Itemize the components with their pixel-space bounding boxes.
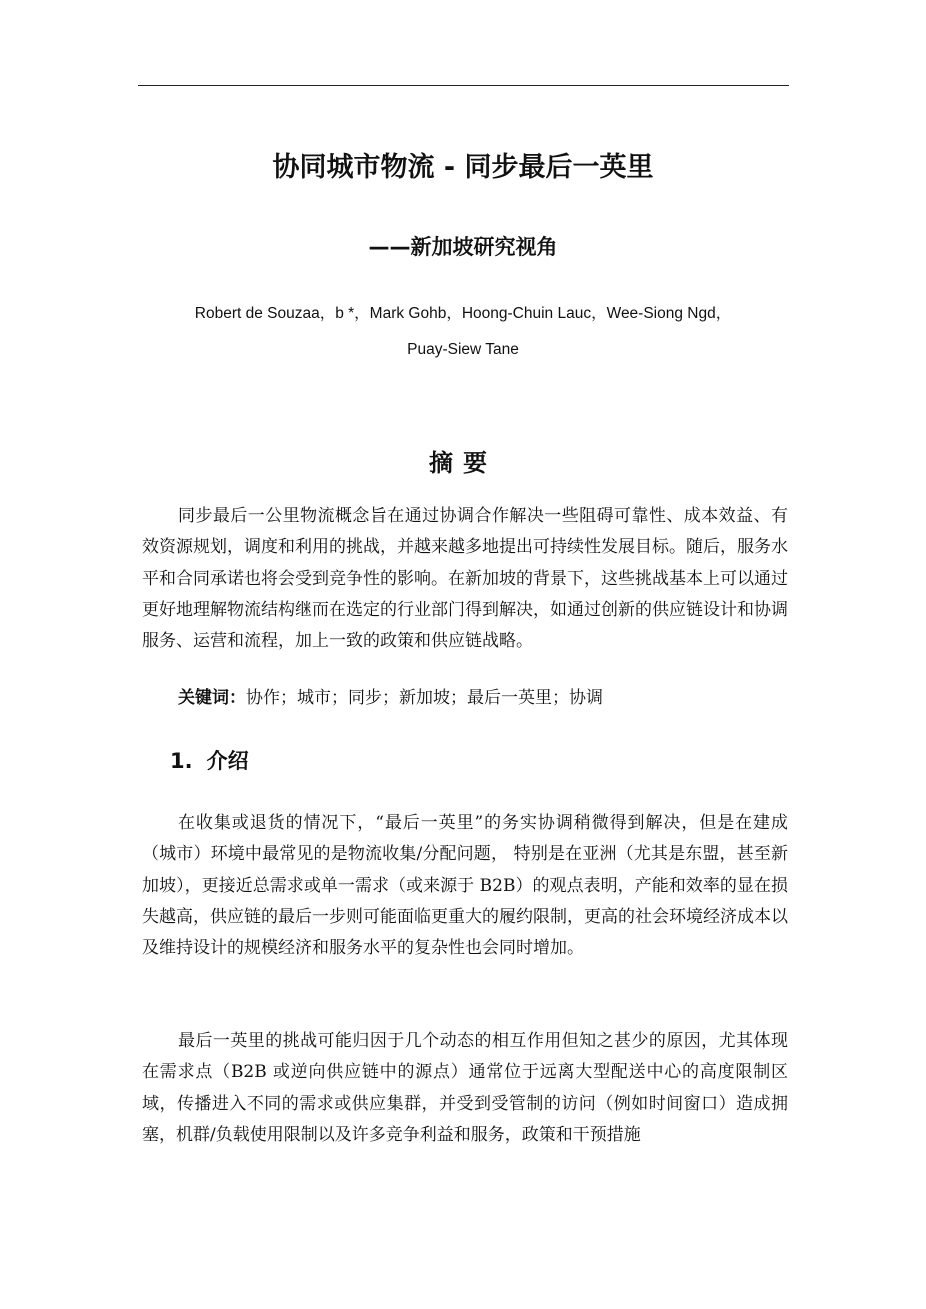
keywords-line <box>178 683 788 714</box>
author-line-2: Puay-Siew Tane <box>407 341 519 358</box>
section-heading-introduction <box>170 743 249 779</box>
section-number: 1. <box>170 749 193 773</box>
author-line-1: Robert de Souzaa，b *，Mark Gohb，Hoong-Chuin Lauc，Wee-Siong Ngd， <box>194 305 732 322</box>
section-title: 介绍 <box>206 749 249 773</box>
paper-title: 协同城市物流 - 同步最后一英里 <box>272 152 654 183</box>
header-rule <box>138 85 789 86</box>
author-list <box>150 296 776 368</box>
intro-paragraph-2: 最后一英里的挑战可能归因于几个动态的相互作用但知之甚少的原因，尤其体现在需求点（B2B 或逆向供应链中的源点）通常位于远离大型配送中心的高度限制区域，传播进入不同的需求或供应集群，并受到受管制的访问（例如时间窗口）造成拥塞，机群/负载使用限制以及许多竞争利益和服务，政策和干预措施 <box>142 1031 788 1145</box>
abstract-body: 同步最后一公里物流概念旨在通过协调合作解决一些阻碍可靠性、成本效益、有效资源规划，调度和利用的挑战，并越来越多地提出可持续性发展目标。随后，服务水平和合同承诺也将会受到竞争性的影响。在新加坡的背景下，这些挑战基本上可以通过更好地理解物流结构继而在选定的行业部门得到解决，如通过创新的供应链设计和协调服务、运营和流程，加上一致的政策和供应链战略。 <box>142 506 788 652</box>
keywords-list: 协作；城市；同步；新加坡；最后一英里；协调 <box>246 688 603 708</box>
intro-paragraph-1: 在收集或退货的情况下，“最后一英里”的务实协调稍微得到解决，但是在建成（城市）环境中最常见的是物流收集/分配问题， 特别是在亚洲（尤其是东盟，甚至新加坡），更接近总需求或单一需求（或来源于 B2B）的观点表明，产能和效率的显在损失越高，供应链的最后一步则可能面临更重大的履约限制，更高的社会环境经济成本以及维持设计的规模经济和服务水平的复杂性也会同时增加。 <box>142 813 788 959</box>
paper-subtitle: ——新加坡研究视角 <box>368 235 558 259</box>
abstract-heading: 摘要 <box>429 449 497 477</box>
keywords-label: 关键词： <box>178 688 246 708</box>
